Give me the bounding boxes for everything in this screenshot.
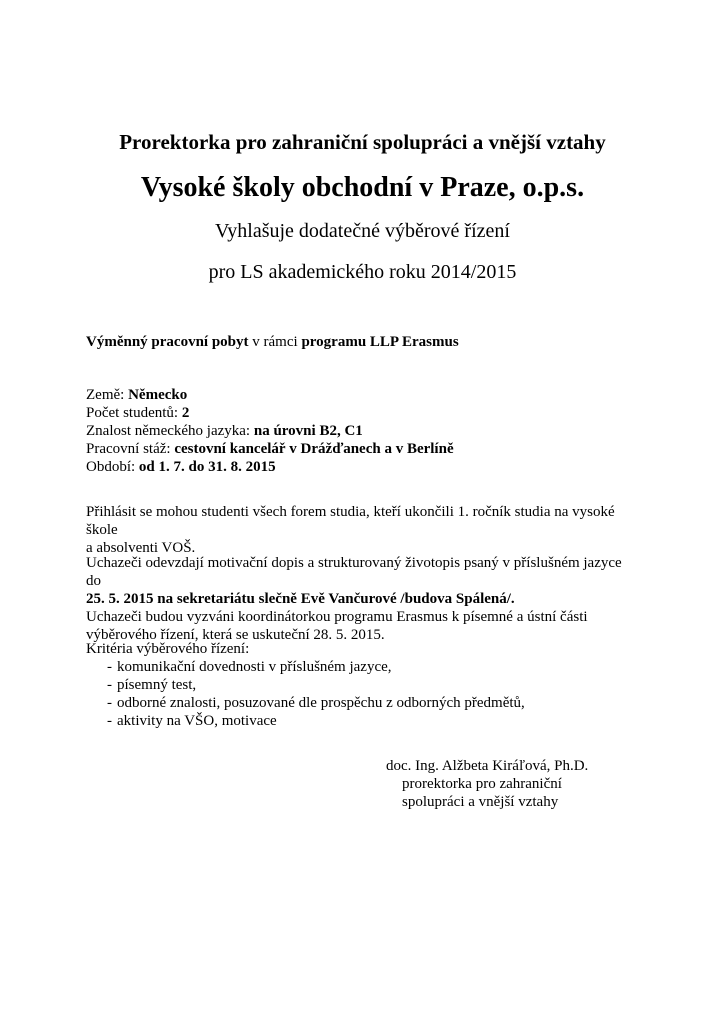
dash-bullet: - [107, 713, 112, 729]
eligibility-paragraph [86, 503, 640, 557]
criteria-title: Kritéria výběrového řízení: [86, 641, 250, 657]
submission-line-3: Uchazeči budou vyzváni koordinátorkou programu Erasmus k písemné a ústní části [86, 609, 588, 625]
eligibility-line-2: a absolventi VOŠ. [86, 540, 196, 556]
eligibility-line-1: Přihlásit se mohou studenti všech forem studia, kteří ukončili 1. ročník studia na vysoké škole [86, 504, 615, 538]
submission-paragraph [86, 554, 640, 644]
announcement-line: Vyhlašuje dodatečné výběrové řízení [215, 220, 510, 242]
signatory-role-1: prorektorka pro zahraniční [402, 776, 562, 792]
students-label: Počet studentů: [86, 405, 182, 421]
country-row [86, 386, 640, 404]
signature-block [386, 757, 636, 811]
criteria-item-text: písemný test, [117, 677, 197, 693]
program-name: programu LLP Erasmus [301, 334, 459, 350]
dash-bullet: - [107, 695, 112, 711]
submission-deadline: 25. 5. 2015 na sekretariátu slečně Evě Vančurové /budova Spálená/. [86, 591, 515, 607]
criteria-item [86, 712, 640, 730]
within-text: v rámci [248, 334, 302, 350]
dash-bullet: - [107, 659, 112, 675]
criteria-item [86, 658, 640, 676]
signatory-name: doc. Ing. Alžbeta Kiráľová, Ph.D. [386, 758, 589, 774]
language-label: Znalost německého jazyka: [86, 423, 254, 439]
academic-year-line: pro LS akademického roku 2014/2015 [208, 261, 517, 283]
period-value: od 1. 7. do 31. 8. 2015 [138, 459, 276, 475]
country-value: Německo [128, 387, 188, 403]
period-row [86, 458, 640, 476]
students-value: 2 [181, 405, 190, 421]
internship-row [86, 440, 640, 458]
header-title: Prorektorka pro zahraniční spolupráci a vnější vztahy [119, 130, 606, 154]
program-line [86, 333, 640, 351]
details-block [86, 386, 640, 476]
students-row [86, 404, 640, 422]
criteria-item [86, 694, 640, 712]
period-label: Období: [86, 459, 139, 475]
criteria-section [86, 640, 640, 730]
language-row [86, 422, 640, 440]
criteria-item-text: odborné znalosti, posuzované dle prospěchu z odborných předmětů, [117, 695, 525, 711]
criteria-list [86, 658, 640, 730]
submission-line-4: výběrového řízení, která se uskuteční 28. 5. 2015. [86, 627, 385, 643]
dash-bullet: - [107, 677, 112, 693]
criteria-item-text: komunikační dovednosti v příslušném jazyce, [117, 659, 392, 675]
internship-label: Pracovní stáž: [86, 441, 175, 457]
school-name: Vysoké školy obchodní v Praze, o.p.s. [140, 172, 585, 203]
submission-line-1: Uchazeči odevzdají motivační dopis a strukturovaný životopis psaný v příslušném jazyce do [86, 555, 622, 589]
criteria-item [86, 676, 640, 694]
language-value: na úrovni B2, C1 [253, 423, 363, 439]
country-label: Země: [86, 387, 129, 403]
signatory-role-2: spolupráci a vnější vztahy [402, 794, 559, 810]
criteria-item-text: aktivity na VŠO, motivace [117, 713, 277, 729]
internship-value: cestovní kancelář v Drážďanech a v Berlíně [174, 441, 454, 457]
stay-type: Výměnný pracovní pobyt [86, 334, 249, 350]
